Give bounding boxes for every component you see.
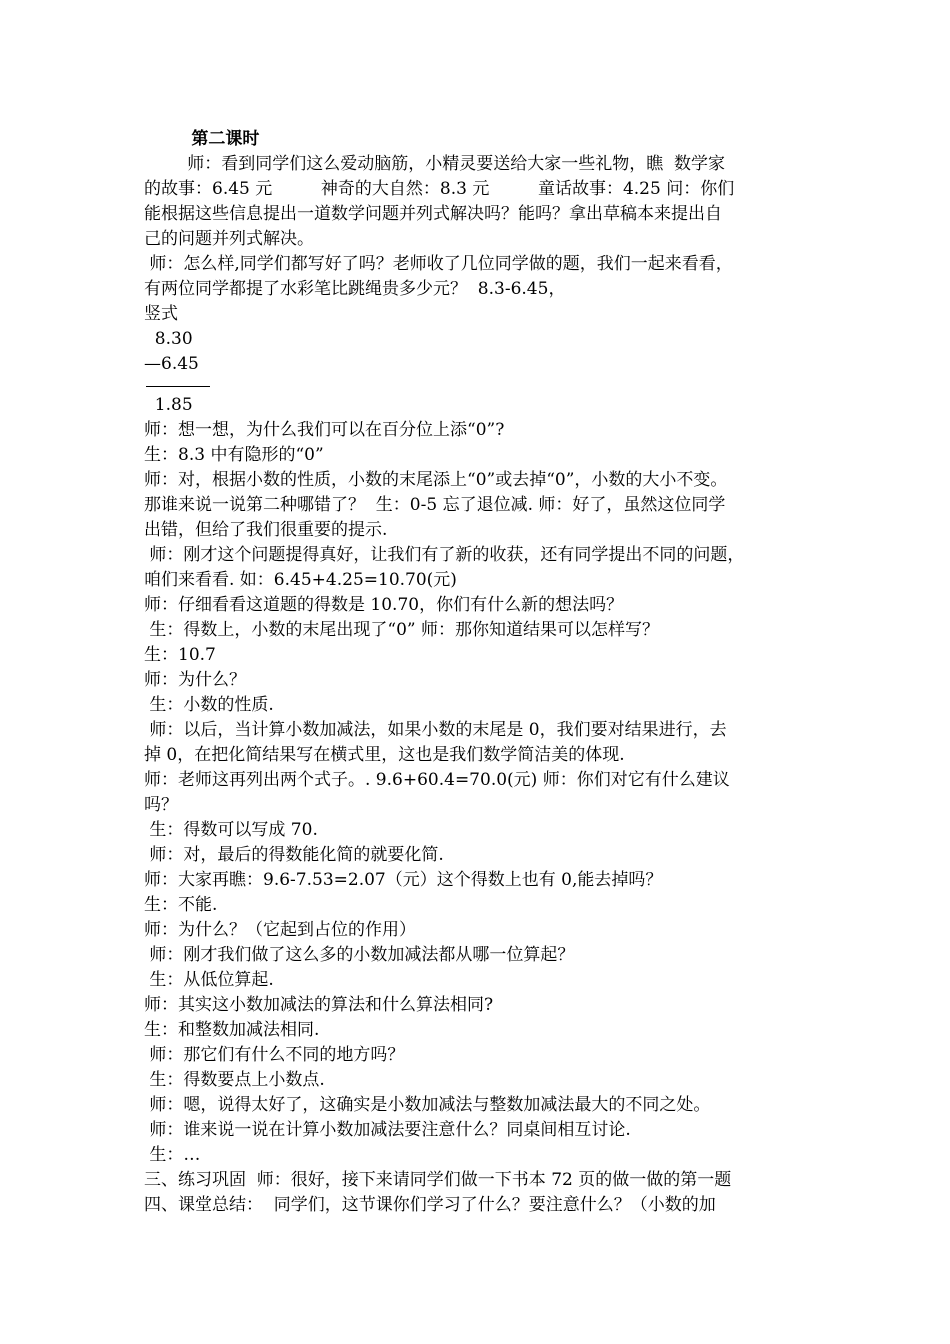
vertical-calc-line: 8.30 xyxy=(144,329,193,349)
text-line: 生：和整数加减法相同. xyxy=(144,1020,320,1040)
text-line: 生：得数要点上小数点. xyxy=(144,1070,325,1090)
text-line: 咱们来看看. 如：6.45+4.25=10.70(元) xyxy=(144,570,457,590)
text-line: 生：得数上，小数的末尾出现了“0” 师：那你知道结果可以怎样写？ xyxy=(144,620,660,640)
text-line: 师：那它们有什么不同的地方吗？ xyxy=(144,1045,405,1065)
vertical-calc-line: —6.45 xyxy=(144,354,199,374)
text-line: 师：谁来说一说在计算小数加减法要注意什么？同桌间相互讨论. xyxy=(144,1120,631,1140)
text-line: 师：老师这再列出两个式子。. 9.6+60.4=70.0(元) 师：你们对它有什么建议 xyxy=(144,770,730,790)
text-line: 生：10.7 xyxy=(144,645,216,665)
section-title: 第二课时 xyxy=(144,129,260,149)
text-line: 吗？ xyxy=(144,795,178,815)
text-line: 师：怎么样,同学们都写好了吗？老师收了几位同学做的题，我们一起来看看， xyxy=(144,254,733,274)
text-line: 师：其实这小数加减法的算法和什么算法相同? xyxy=(144,995,494,1015)
text-line: 己的问题并列式解决。 xyxy=(144,229,314,249)
text-line: 掉 0，在把化简结果写在横式里，这也是我们数学简洁美的体现. xyxy=(144,745,625,765)
text-line: 出错，但给了我们很重要的提示. xyxy=(144,520,388,540)
text-line: 生：得数可以写成 70. xyxy=(144,820,318,840)
text-line: 的故事：6.45 元 神奇的大自然：8.3 元 童话故事：4.25 问：你们 xyxy=(144,179,735,199)
text-line: 师：想一想，为什么我们可以在百分位上添“0”? xyxy=(144,420,505,440)
text-line: 师：对，根据小数的性质，小数的末尾添上“0”或去掉“0”，小数的大小不变。 xyxy=(144,470,728,490)
text-line: 师：仔细看看这道题的得数是 10.70，你们有什么新的想法吗？ xyxy=(144,595,624,615)
text-line: 师：刚才我们做了这么多的小数加减法都从哪一位算起？ xyxy=(144,945,575,965)
text-line: 师：为什么？（它起到占位的作用） xyxy=(144,920,416,940)
document-page xyxy=(144,127,824,1218)
text-line: 生：从低位算起. xyxy=(144,970,274,990)
text-line: 师：为什么？ xyxy=(144,670,246,690)
text-line: 有两位同学都提了水彩笔比跳绳贵多少元？ 8.3-6.45， xyxy=(144,279,566,299)
section-heading-practice: 三、练习巩固 师：很好，接下来请同学们做一下书本 72 页的做一做的第一题 xyxy=(144,1170,732,1190)
text-line: 能根据这些信息提出一道数学问题并列式解决吗？能吗？拿出草稿本来提出自 xyxy=(144,204,722,224)
vertical-calc-rule xyxy=(146,386,210,387)
text-line: 师：大家再瞧：9.6-7.53=2.07（元）这个得数上也有 0,能去掉吗？ xyxy=(144,870,663,890)
text-line: 生：… xyxy=(144,1145,201,1165)
vertical-calc-result: 1.85 xyxy=(144,395,193,415)
section-heading-summary: 四、课堂总结： 同学们，这节课你们学习了什么？要注意什么？（小数的加 xyxy=(144,1195,716,1215)
text-line: 那谁来说一说第二种哪错了？ 生：0-5 忘了退位减. 师：好了，虽然这位同学 xyxy=(144,495,726,515)
text-line: 生：小数的性质. xyxy=(144,695,274,715)
text-line: 竖式 xyxy=(144,304,178,324)
text-line: 生：8.3 中有隐形的“0” xyxy=(144,445,324,465)
text-line: 生：不能. xyxy=(144,895,218,915)
text-line: 师：嗯，说得太好了，这确实是小数加减法与整数加减法最大的不同之处。 xyxy=(144,1095,711,1115)
text-line: 师：看到同学们这么爱动脑筋，小精灵要送给大家一些礼物，瞧 数学家 xyxy=(144,154,726,174)
text-line: 师：以后，当计算小数加减法，如果小数的末尾是 0，我们要对结果进行，去 xyxy=(144,720,727,740)
text-line: 师：刚才这个问题提得真好，让我们有了新的收获，还有同学提出不同的问题， xyxy=(144,545,745,565)
text-line: 师：对，最后的得数能化简的就要化简. xyxy=(144,845,444,865)
